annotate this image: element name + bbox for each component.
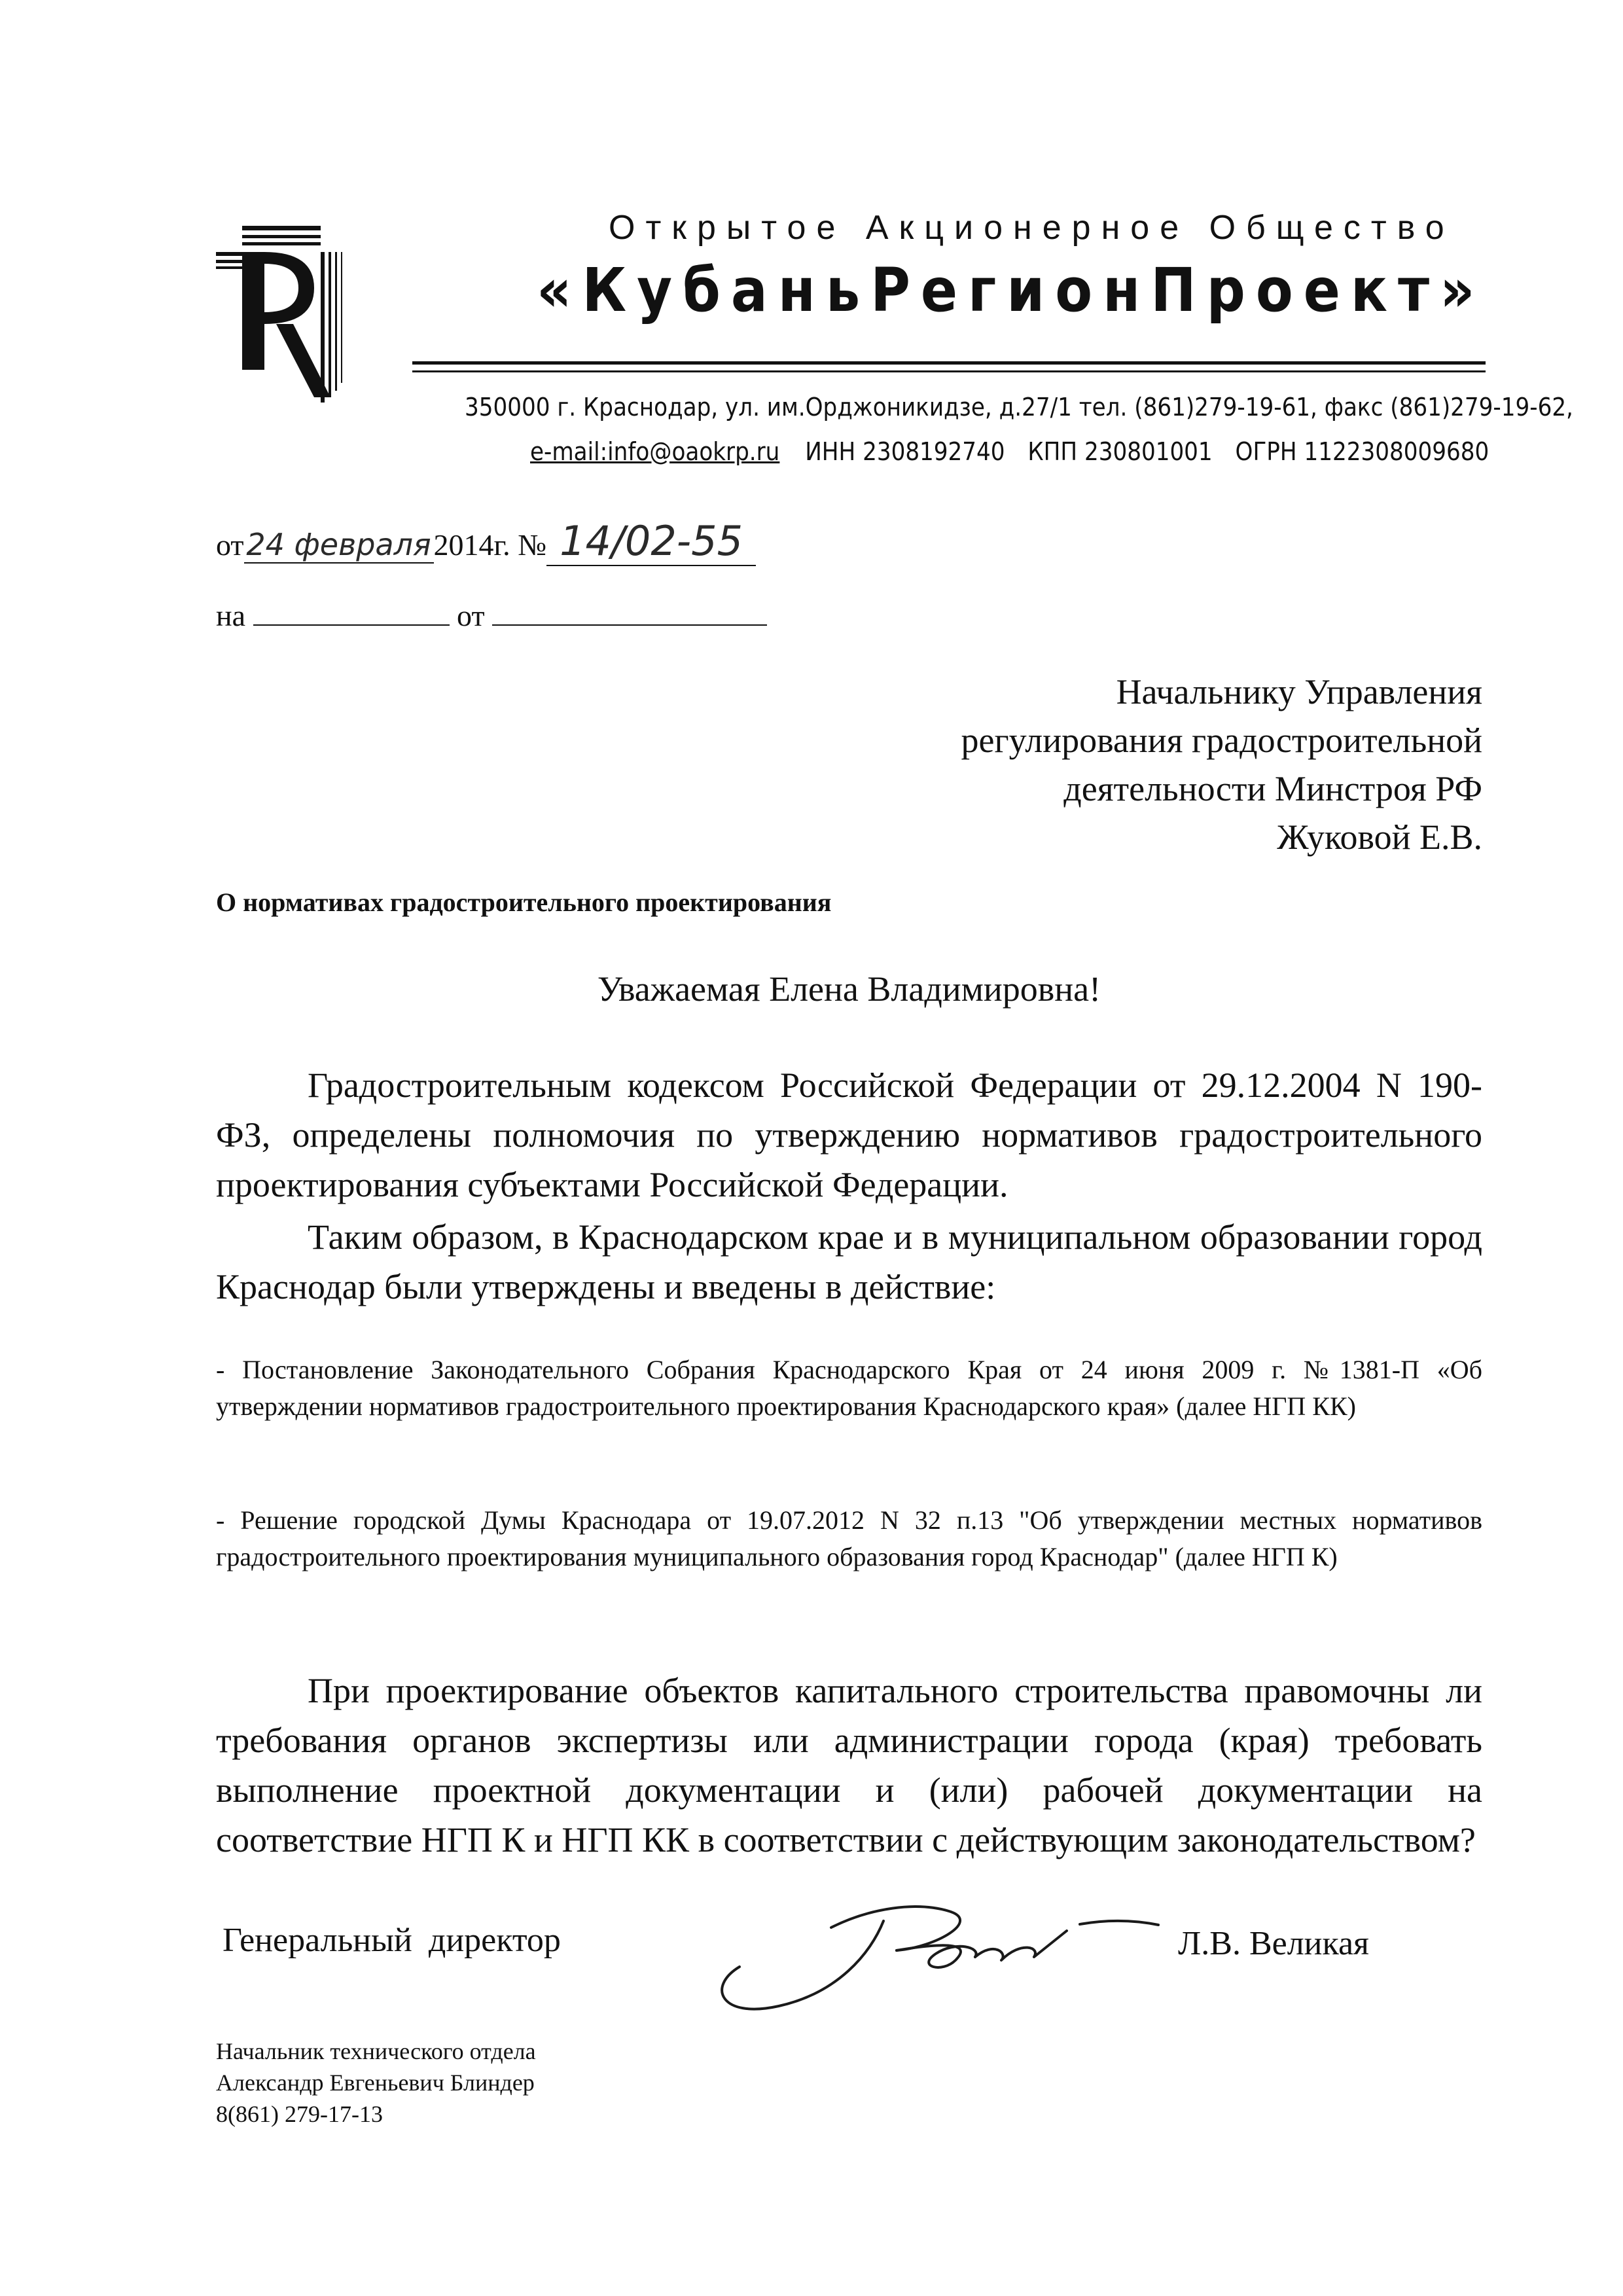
greeting: Уважаемая Елена Владимировна! — [597, 969, 1101, 1009]
from-label: от — [216, 528, 244, 562]
letter-subject: О нормативах градостроительного проектирования — [216, 888, 832, 917]
in-reply-from-label: от — [457, 599, 485, 632]
year-label: 2014г. — [433, 528, 510, 562]
company-ogrn: ОГРН 1122308009680 — [1235, 437, 1489, 466]
company-logo — [216, 226, 347, 409]
contact-position: Начальник технического отдела — [216, 2038, 536, 2064]
company-kpp: КПП 230801001 — [1027, 437, 1213, 466]
header-divider-thin — [412, 370, 1486, 372]
handwritten-date: 24 февраля — [244, 527, 434, 564]
addressee-line: деятельности Минстроя РФ — [1063, 769, 1482, 808]
handwritten-signature — [700, 1895, 1171, 2026]
contact-person — [216, 2036, 805, 2130]
body-paragraph: Таким образом, в Краснодарском крае и в муниципальном образовании город Краснодар были утверждены и введены в действие: — [216, 1217, 1482, 1306]
company-registration — [530, 437, 1489, 476]
handwritten-number: 14/02-55 — [546, 517, 756, 566]
question-paragraph: При проектирование объектов капитального строительства правомочны ли требования органов экспертизы или администрации города (края) требовать выполнение проектной документации и (или) рабочей документации на соответствие НГП К и НГП КК в соответствии с действующим законодательством? — [216, 1671, 1482, 1859]
company-email[interactable]: e-mail:info@oaokrp.ru — [530, 437, 780, 466]
signer-title: Генеральный директор — [223, 1922, 561, 1959]
outgoing-reference — [216, 517, 870, 576]
header-divider — [412, 361, 1486, 365]
addressee-line: Начальнику Управления — [1116, 672, 1482, 711]
incoming-reference — [216, 596, 870, 641]
company-type: Открытое Акционерное Общество — [609, 209, 1455, 247]
company-name: «КубаньРегионПроект» — [537, 255, 1486, 325]
in-reply-label: на — [216, 599, 246, 632]
regulation-item: - Постановление Законодательного Собрания Краснодарского Края от 24 июня 2009 г. №1381-П «Об утверждении нормативов градостроительного проектирования Краснодарского края» (далее НГП КК) — [216, 1355, 1482, 1421]
signer-name: Л.В. Великая — [1178, 1925, 1369, 1962]
contact-phone: 8(861) 279-17-13 — [216, 2101, 383, 2127]
regulation-item: - Решение городской Думы Краснодара от 19.07.2012 N 32 п.13 "Об утверждении местных нормативов градостроительного проектирования муниципального образования город Краснодар" (далее НГП К) — [216, 1505, 1482, 1571]
number-label: № — [518, 528, 547, 562]
addressee-name: Жуковой Е.В. — [1277, 817, 1482, 857]
company-inn: ИНН 2308192740 — [805, 437, 1005, 466]
in-reply-date-blank — [492, 596, 767, 626]
contact-name: Александр Евгеньевич Блиндер — [216, 2070, 535, 2096]
company-address: 350000 г. Краснодар, ул. им.Орджоникидзе, д.27/1 тел. (861)279-19-61, факс (861)279-19-62, — [465, 393, 1573, 422]
addressee-line: регулирования градостроительной — [961, 721, 1482, 760]
body-paragraph: Градостроительным кодексом Российской Федерации от 29.12.2004 N 190-ФЗ, определены полномочия по утверждению нормативов градостроительного проектирования субъектами Российской Федерации. — [216, 1066, 1482, 1204]
addressee-block — [785, 668, 1482, 861]
in-reply-number-blank — [253, 596, 450, 626]
